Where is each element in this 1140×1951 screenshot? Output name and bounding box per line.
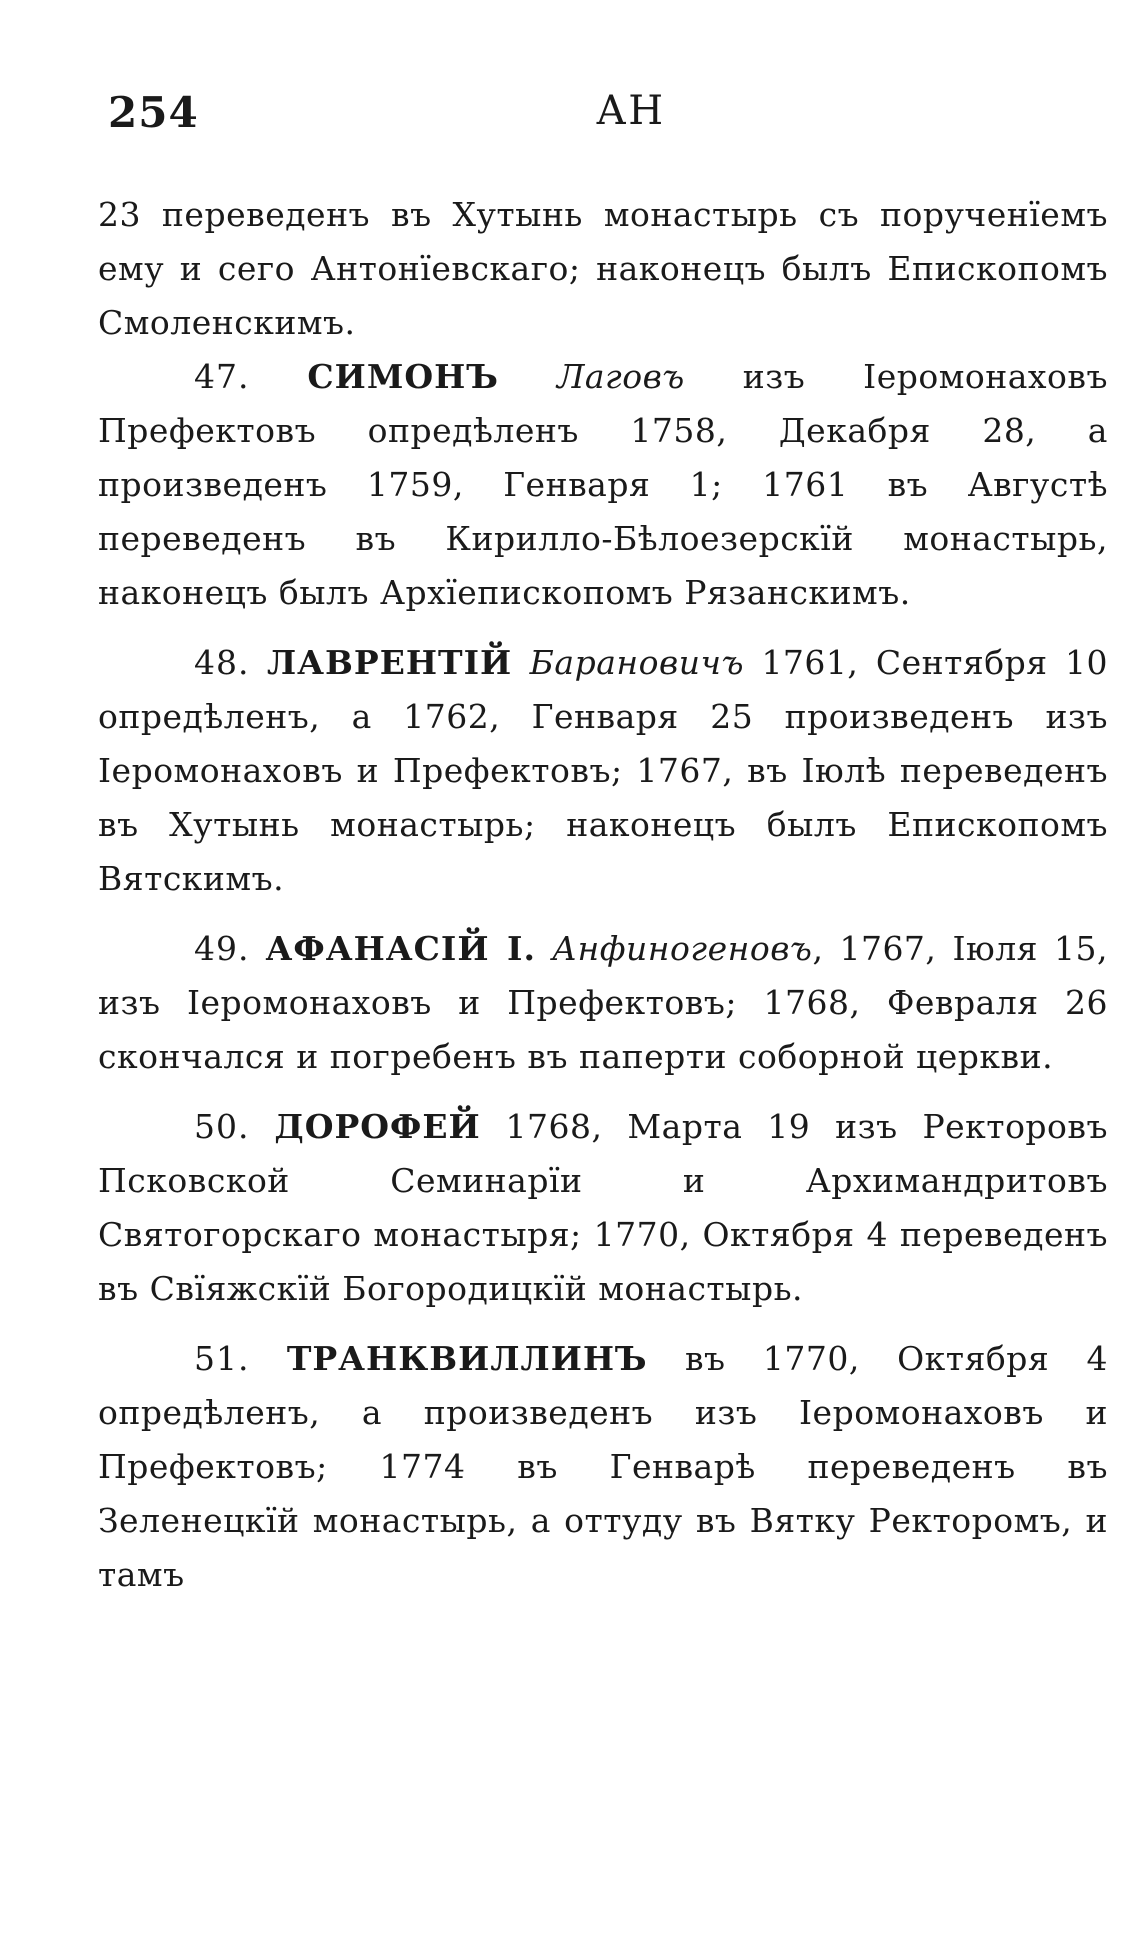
entry-text: изъ Іеромонаховъ Префектовъ опредѣленъ 1758, Декабря 28, а произведенъ 1759, Генваря 1; 1761 въ Августѣ переведенъ въ Кирилло-Бѣлоезерскїй монастырь, наконецъ былъ Архїепископомъ Рязанскимъ. [98, 357, 1108, 612]
entry-surname: Лаговъ [556, 357, 685, 396]
entry-name: АФАНАСІЙ І. [265, 929, 536, 968]
page-header [108, 88, 1108, 148]
entry-name: ЛАВРЕНТІЙ [266, 643, 513, 682]
entry-50 [98, 1100, 1108, 1316]
entry-text: 1761, Сентября 10 опредѣленъ, а 1762, Генваря 25 произведенъ изъ Іеромонаховъ и Префектовъ; 1767, въ Іюлѣ переведенъ въ Хутынь монастырь; наконецъ былъ Епископомъ Вятскимъ. [98, 643, 1108, 898]
running-head: АН [596, 88, 666, 134]
entry-47 [98, 350, 1108, 620]
entry-number: 49. [194, 929, 250, 968]
entry-name: ТРАНКВИЛЛИНЪ [286, 1339, 648, 1378]
entry-text: , 1767, Іюля 15, изъ Іеромонаховъ и Префектовъ; 1768, Февраля 26 скончался и погребенъ въ паперти соборной церкви. [98, 929, 1108, 1076]
entry-number: 50. [194, 1107, 250, 1146]
entry-number: 48. [194, 643, 250, 682]
entry-51 [98, 1332, 1108, 1602]
entry-number: 51. [194, 1339, 250, 1378]
entry-name: СИМОНЪ [307, 357, 499, 396]
body-text [98, 188, 1108, 1602]
entry-49 [98, 922, 1108, 1084]
entry-text: въ 1770, Октября 4 опредѣленъ, а произведенъ изъ Іеромонаховъ и Префектовъ; 1774 въ Генварѣ переведенъ въ Зеленецкїй монастырь, а оттуду въ Вятку Ректоромъ, и тамъ [98, 1339, 1109, 1594]
continuation-paragraph: 23 переведенъ въ Хутынь монастырь съ порученїемъ ему и сего Антонїевскаго; наконецъ былъ Епископомъ Смоленскимъ. [98, 195, 1108, 342]
entry-48 [98, 636, 1108, 906]
entry-surname: Барановичъ [529, 643, 744, 682]
entry-text: 1768, Марта 19 изъ Ректоровъ Псковской Семинарїи и Архимандритовъ Святогорскаго монастыря; 1770, Октября 4 переведенъ въ Свїяжскїй Богородицкїй монастырь. [98, 1107, 1108, 1308]
entry-surname: Анфиногеновъ [552, 929, 813, 968]
page-number: 254 [108, 88, 199, 137]
entry-number: 47. [194, 357, 250, 396]
entry-name: ДОРОФЕЙ [274, 1107, 481, 1146]
